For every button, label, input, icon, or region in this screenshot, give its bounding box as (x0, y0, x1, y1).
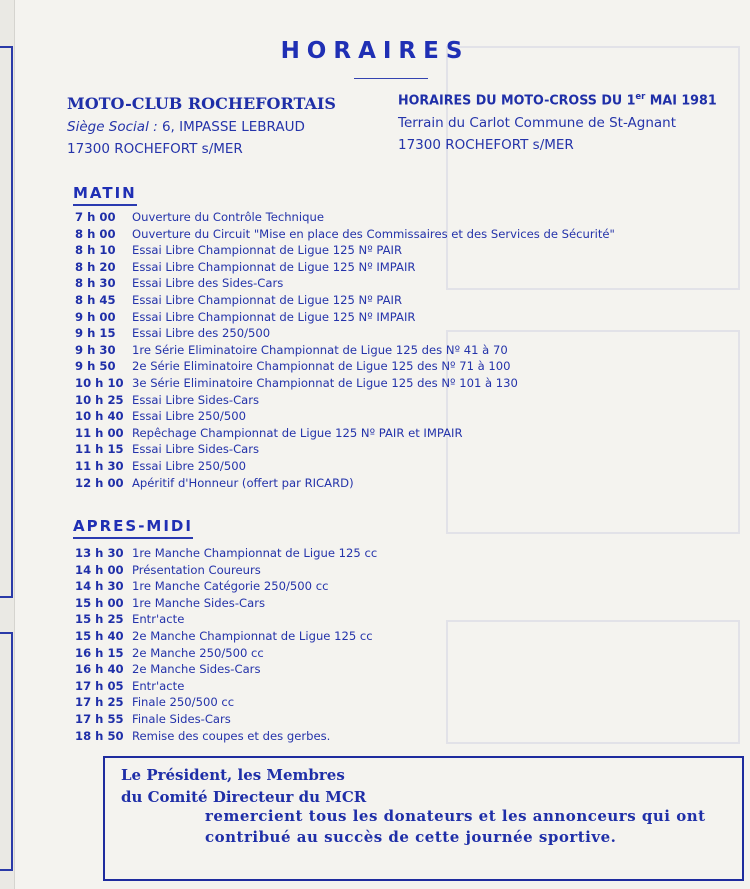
event-info (398, 92, 743, 153)
event-terrain: Terrain du Carlot Commune de St-Agnant (398, 114, 677, 131)
schedule-description: 1re Manche Sides-Cars (132, 595, 266, 610)
schedule-row (75, 679, 735, 696)
schedule-time: 8 h 45 (75, 292, 116, 307)
schedule-row (75, 662, 735, 679)
schedule-row (75, 210, 735, 227)
siege-label: Siège Social : (67, 119, 158, 135)
event-heading-sup: er (635, 92, 646, 102)
schedule-row (75, 359, 735, 376)
schedule-row (75, 646, 735, 663)
section-title-apres-midi: APRES-MIDI (73, 517, 193, 539)
schedule-row (75, 729, 735, 746)
schedule-description: Finale Sides-Cars (132, 711, 231, 726)
schedule-row (75, 326, 735, 343)
club-info (67, 94, 397, 157)
schedule-time: 10 h 40 (75, 409, 124, 424)
schedule-time: 12 h 00 (75, 475, 124, 490)
left-page-frame (0, 46, 13, 598)
thanks-line-2: du Comité Directeur du MCR (121, 788, 367, 806)
schedule-row (75, 695, 735, 712)
schedule-time: 17 h 55 (75, 711, 124, 726)
thanks-line-1: Le Président, les Membres (121, 766, 345, 784)
schedule-apres-midi (75, 546, 735, 745)
schedule-row (75, 376, 735, 393)
schedule-description: Essai Libre Championnat de Ligue 125 Nº PAIR (132, 243, 403, 258)
schedule-description: Essai Libre 250/500 (132, 458, 246, 473)
schedule-row (75, 343, 735, 360)
schedule-time: 11 h 15 (75, 442, 124, 457)
schedule-row (75, 712, 735, 729)
schedule-row (75, 426, 735, 443)
event-city: 17300 ROCHEFORT s/MER (398, 136, 574, 153)
schedule-description: Apéritif d'Honneur (offert par RICARD) (132, 475, 354, 490)
schedule-description: Entr'acte (132, 612, 185, 627)
schedule-row (75, 579, 735, 596)
schedule-description: 1re Manche Championnat de Ligue 125 cc (132, 546, 378, 560)
left-page-frame (0, 632, 13, 871)
schedule-row (75, 442, 735, 459)
schedule-time: 8 h 00 (75, 226, 116, 241)
schedule-time: 11 h 00 (75, 425, 124, 440)
schedule-time: 7 h 00 (75, 210, 116, 224)
schedule-time: 14 h 30 (75, 579, 124, 594)
schedule-row (75, 409, 735, 426)
schedule-description: 2e Manche 250/500 cc (132, 645, 264, 660)
club-siege (67, 119, 397, 135)
schedule-description: Repêchage Championnat de Ligue 125 Nº PAIR et IMPAIR (132, 425, 463, 440)
event-heading-prefix: HORAIRES DU MOTO-CROSS DU 1 (398, 92, 636, 109)
schedule-row (75, 563, 735, 580)
schedule-description: 1re Série Eliminatoire Championnat de Ligue 125 des Nº 41 à 70 (132, 342, 508, 357)
schedule-time: 11 h 30 (75, 458, 124, 473)
schedule-time: 17 h 05 (75, 678, 124, 693)
schedule-time: 8 h 30 (75, 276, 116, 291)
title-underline (354, 78, 428, 79)
schedule-description: Essai Libre Sides-Cars (132, 392, 260, 407)
schedule-row (75, 243, 735, 260)
schedule-time: 13 h 30 (75, 546, 124, 560)
schedule-description: Entr'acte (132, 678, 185, 693)
club-name: MOTO-CLUB ROCHEFORTAIS (67, 94, 336, 113)
schedule-description: 2e Série Eliminatoire Championnat de Ligue 125 des Nº 71 à 100 (132, 359, 511, 374)
event-heading (398, 92, 722, 109)
schedule-description: Présentation Coureurs (132, 562, 261, 577)
schedule-time: 15 h 00 (75, 595, 124, 610)
schedule-time: 9 h 15 (75, 326, 116, 341)
schedule-row (75, 629, 735, 646)
schedule-row (75, 276, 735, 293)
schedule-description: Ouverture du Circuit "Mise en place des Commissaires et des Services de Sécurité" (132, 226, 615, 241)
schedule-description: Essai Libre Sides-Cars (132, 442, 260, 457)
schedule-description: 1re Manche Catégorie 250/500 cc (132, 579, 329, 594)
schedule-time: 8 h 10 (75, 243, 116, 258)
schedule-time: 10 h 10 (75, 375, 124, 390)
schedule-time: 9 h 50 (75, 359, 116, 374)
schedule-time: 15 h 40 (75, 628, 124, 643)
schedule-row (75, 459, 735, 476)
siege-address: 6, IMPASSE LEBRAUD (161, 119, 305, 135)
thanks-line-3: remercient tous les donateurs et les annonceurs qui ont contribué au succès de cette journée sportive. (205, 807, 706, 846)
schedule-row (75, 393, 735, 410)
schedule-row (75, 310, 735, 327)
schedule-time: 14 h 00 (75, 562, 124, 577)
schedule-description: Remise des coupes et des gerbes. (132, 728, 331, 743)
schedule-description: Essai Libre Championnat de Ligue 125 Nº PAIR (132, 292, 403, 307)
schedule-description: Essai Libre 250/500 (132, 409, 246, 424)
schedule-time: 16 h 15 (75, 645, 124, 660)
schedule-row (75, 293, 735, 310)
schedule-matin (75, 210, 735, 492)
schedule-time: 10 h 25 (75, 392, 124, 407)
schedule-description: 3e Série Eliminatoire Championnat de Ligue 125 des Nº 101 à 130 (132, 375, 518, 390)
club-city: 17300 ROCHEFORT s/MER (67, 141, 243, 157)
schedule-row (75, 227, 735, 244)
schedule-time: 9 h 00 (75, 309, 116, 324)
schedule-time: 8 h 20 (75, 259, 116, 274)
schedule-time: 17 h 25 (75, 695, 124, 710)
section-title-matin: MATIN (73, 184, 137, 206)
schedule-time: 18 h 50 (75, 728, 124, 743)
schedule-description: 2e Manche Championnat de Ligue 125 cc (132, 628, 373, 643)
schedule-row (75, 260, 735, 277)
schedule-description: Essai Libre Championnat de Ligue 125 Nº IMPAIR (132, 259, 416, 274)
schedule-time: 15 h 25 (75, 612, 124, 627)
schedule-description: 2e Manche Sides-Cars (132, 662, 261, 677)
schedule-description: Essai Libre Championnat de Ligue 125 Nº IMPAIR (132, 309, 416, 324)
schedule-row (75, 476, 735, 493)
schedule-row (75, 546, 735, 563)
page-title: HORAIRES (280, 38, 470, 64)
schedule-description: Finale 250/500 cc (132, 695, 235, 710)
schedule-row (75, 596, 735, 613)
schedule-description: Essai Libre des 250/500 (132, 326, 271, 341)
schedule-description: Ouverture du Contrôle Technique (132, 210, 324, 224)
schedule-time: 16 h 40 (75, 662, 124, 677)
schedule-time: 9 h 30 (75, 342, 116, 357)
event-heading-suffix: MAI 1981 (645, 92, 717, 109)
schedule-description: Essai Libre des Sides-Cars (132, 276, 284, 291)
schedule-row (75, 612, 735, 629)
